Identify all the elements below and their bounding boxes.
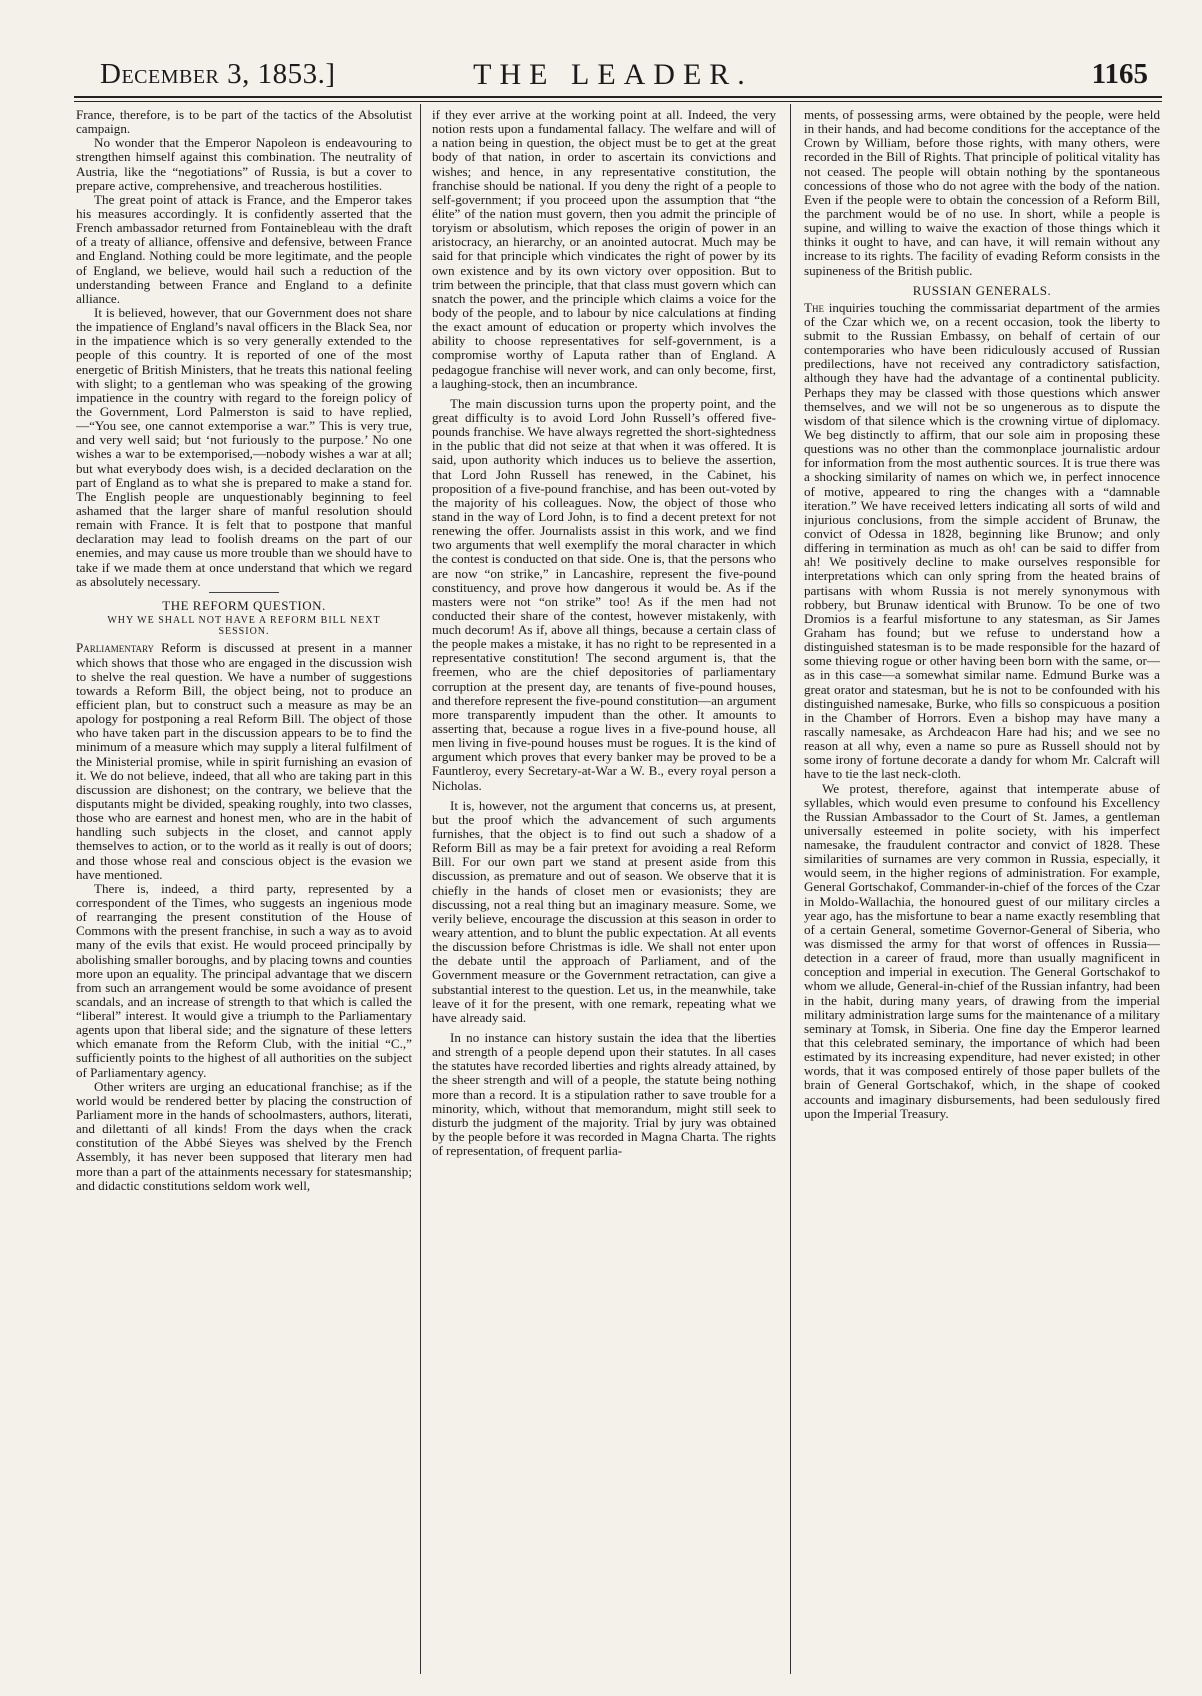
masthead <box>64 58 1162 98</box>
issue-date: December 3, 1853.] <box>100 58 336 90</box>
lead-word: The <box>804 299 824 315</box>
paragraph <box>804 301 1160 782</box>
section-rule <box>209 592 279 593</box>
article-heading: THE REFORM QUESTION. <box>162 597 326 613</box>
article-heading: RUSSIAN GENERALS. <box>912 282 1052 298</box>
paragraph: No wonder that the Emperor Napoleon is endeavouring to strengthen himself against this combination. The neutrality of Austria, like the “negotiations” of Russia, is but a cover to prepare active, comprehensive, and treacherous hostilities. <box>76 135 412 193</box>
column-divider <box>420 104 421 1674</box>
lead-word: Parliamentary <box>76 640 155 656</box>
article-subheading: WHY WE SHALL NOT HAVE A REFORM BILL NEXT SESSION. <box>107 614 381 637</box>
paragraph: There is, indeed, a third party, represented by a correspondent of the Times, who suggests an ingenious mode of rearranging the present constitution of the House of Commons with the present franchise, in such a way as to avoid many of the evils that exist. He would proceed principally by abolishing smaller boroughs, and by placing towns and counties more upon an equality. The principal advantage that we discern from such an arrangement would be some avoidance of present scandals, and an increase of strength to that which is called the “liberal” interest. It would give a triumph to the Parliamentary agents upon that liberal side; and the signature of these letters which emanate from the Reform Club, with the initial “C.,” sufficiently points to the highest of all authorities on the subject of Parliamentary agency. <box>76 880 412 1080</box>
paragraph <box>76 641 412 881</box>
masthead-rule-thin <box>74 101 1162 102</box>
paragraph: if they ever arrive at the working point at all. Indeed, the very notion rests upon a fundamental fallacy. The welfare and will of a nation being in question, the object must be to get at the great body of that nation, in order to ascertain its convictions and wishes; and hence, in any representative constitution, the franchise should be national. If you deny the right of a people to self-government; if you proceed upon the assumption that “the élite” of the nation must govern, then you admit the principle of toryism or absolutism, which reposes the origin of power in an aristocracy, an hierarchy, or an anointed autocrat. Much may be said for that principle which vindicates the right of power by its own existence and by its own victory over opposition. But to trim between the principle, that that class must govern which can snatch the power, and the principle which claims a voice for the body of the people, and to labour by nice calculations at finding the exact amount of education or property which involves the ability to choose representatives for self-government, is a compromise worthy of Laputa rather than of England. A pedagogue franchise will never work, and can only become, first, a laughing-stock, then an incumbrance. <box>432 108 776 391</box>
paragraph-text: inquiries touching the commissariat department of the armies of the Czar which we, on a recent occasion, took the liberty to submit to the Russian Embassy, on behalf of certain of our contemporaries who have been ridiculously accused of Russian predilections, have not received any contradictory satisfaction, although they have had the advantage of a continental publicity. Perhaps they may be classed with those questions which answer themselves, and we will not be so ungenerous as to dispute the wisdom of that silence which is the crowning virtue of diplomacy. We beg distinctly to affirm, that our sole aim in proposing these questions was no other than the commonplace journalistic ardour for information from the most authentic sources. It is true there was a shocking similarity of names on which we, in perfect innocence of motive, appeared to ring the changes with a “damnable iteration.” We have received letters indicating all sorts of wild and injurious conclusions, from the simple accident of Brunaw, the convict of Odessa in 1828, beginning like Brunow; and only differing in termination as much as oh! can be said to differ from ah! We positively decline to make ourselves responsible for interpretations which can only spring from the heated brains of partisans with whom Russia is not merely synonymous with robbery, but Brunaw identical with Brunow. To be one of two Dromios is a fearful misfortune to any statesman, as Sir James Graham has found; but we refuse to understand how a distinguished statesman is to be made responsible for the hazard of some thieving rogue or other having been born with the same, or—as in this case—a somewhat similar name. Edmund Burke was a great orator and statesman, but he is not to be confounded with his distinguished namesake, Burke, who fills so conspicuous a position in the Chamber of Horrors. Even a bishop may have many a rascally namesake, as Archdeacon Hare had his; and we see no reason at all why, even a name so pure as Russell should not by some irony of fortune decorate a dandy for whom Mr. Calcraft will have to tie the last neck-cloth. <box>804 299 1160 782</box>
paragraph: Other writers are urging an educational franchise; as if the world would be rendered better by placing the construction of Parliament more in the hands of schoolmasters, authors, literati, and dilettanti of all kinds! From the days when the crack constitution of the Abbé Sieyes was shelved by the French Assembly, it has never been supposed that literary men had more than a part of the attainments necessary for statesmanship; and didactic constitutions seldom work well, <box>76 1078 412 1193</box>
masthead-rule <box>74 96 1162 98</box>
page-number: 1165 <box>1091 58 1148 90</box>
paragraph: France, therefore, is to be part of the tactics of the Absolutist campaign. <box>76 108 412 137</box>
paragraph: ments, of possessing arms, were obtained by the people, were held in their hands, and had become conditions for the acceptance of the Crown by William, before those rights, with many others, were recorded in the Bill of Rights. That principle of political vitality has not ceased. The people will obtain nothing by the spontaneous concessions of those who do not agree with the body of the nation. Even if the people were to obtain the concession of a Reform Bill, the parchment would be of no use. In short, while a people is supine, and willing to waive the exaction of those things which it thinks it ought to have, and can have, it will remain without any increase to its rights. The facility of evading Reform consists in the supineness of the British public. <box>804 108 1160 278</box>
paragraph: We protest, therefore, against that intemperate abuse of syllables, which would even presume to confound his Excellency the Russian Ambassador to the Court of St. James, a gentleman universally esteemed in polite society, with his imperfect namesake, the fraudulent contractor and convict of 1828. These similarities of surnames are very common in Russia, especially, it would seem, in the higher regions of administration. For example, General Gortschakof, Commander-in-chief of the forces of the Czar in Moldo-Wallachia, the honoured guest of our military circles a year ago, has the misfortune to bear a name exactly resembling that of a certain General, sometime Governor-General of Siberia, who was dismissed the army for that worst of offences in Russia—detection in a career of fraud, more than usually magnificent in conception and imperial in execution. The General Gortschakof to whom we allude, General-in-chief of the Russian infantry, had been in the habit, during many years, of drawing from the imperial military administration large sums for the maintenance of a military seminary at Tomsk, in Siberia. One fine day the Emperor learned that this celebrated seminary, the importance of which had been estimated by its increasing expenditure, had never existed; in other words, that it was composed entirely of those paper bullets of the brain of General Gortschakof, which, in the shape of cooked accounts and imaginary disbursements, had been sedulously fired upon the Imperial Treasury. <box>804 780 1160 1121</box>
paragraph-text: Reform is discussed at present in a manner which shows that those who are engaged in the discussion wish to shelve the real question. We have a number of suggestions towards a Reform Bill, the object being, not to produce an efficient plan, but to construct such a measure as may be an apology for postponing a real Reform Bill. The object of those who have taken part in the discussion appears to be to find the minimum of a measure which may supply a literal fulfilment of the Ministerial promise, while in spirit furnishing an evasion of it. We do not believe, indeed, that all who are taking part in this discussion are dishonest; on the contrary, we believe that the disputants might be divided, speaking roughly, into two classes, those who are earnest and honest men, who are in the habit of handling such subjects in the closet, and cannot apply themselves to action, or to the world as it really is out of doors; and those whose real and conscious object is the evasion we have mentioned. <box>76 640 412 882</box>
column-3 <box>804 108 1160 1668</box>
paragraph: The main discussion turns upon the property point, and the great difficulty is to avoid Lord John Russell’s offered five-pounds franchise. We have always regretted the short-sightedness in the public that did not seize at that when it was offered. It is said, upon authority which induces us to believe the assertion, that Lord John Russell has renewed, in the Cabinet, his proposition of a five-pound franchise, and has been out-voted by the majority of his colleagues. Now, the object of those who stand in the way of Lord John, is to find a decent pretext for not renewing the offer. Journalists assist in this work, and we find two arguments that well exemplify the moral character in which the contest is conducted on that side. One is, that the persons who are now “on strike,” in Lancashire, represent the five-pound constituency, and prove how dangerous it would be. As if the masters were not “on strike” too! As if the men had not conducted their share of the contest, however mistakenly, with much decorum! As if, above all things, because a certain class of the people makes a mistake, it has no right to be represented in a representative constitution! The second argument is, that the freemen, who are the chief depositories of parliamentary corruption at the present day, are tenants of five-pound houses, and therefore represent the five-pound constitution—an argument more transparently impudent than the other. It amounts to asserting that, because a rogue lives in a five-pound house, all men living in five-pound houses must be rogues. It is the kind of argument which proves that every banker may be proved to be a Fauntleroy, every Secretary-at-War a W. B., every royal person a Nicholas. <box>432 395 776 793</box>
newspaper-title: THE LEADER. <box>473 58 753 91</box>
paragraph: It is believed, however, that our Government does not share the impatience of England’s naval officers in the Black Sea, nor in the impatience which is so very generally extended to the people of this country. It is reported of one of the most energetic of British Ministers, that he treats this national feeling with slight; to a gentleman who was speaking of the growing impatience in the country with regard to the foreign policy of the Government, Lord Palmerston is said to have replied,—“You see, one cannot extemporise a war.” This is very true, and very well said; but ‘not furiously to the purpose.’ No one wishes a war to be extemporised,—nobody wishes a war at all; but what everybody does wish, is a decided declaration on the part of England as to what she is prepared to make a stand for. The English people are unquestionably beginning to feel ashamed that the larger share of manful resolution should remain with France. It is felt that to postpone that manful declaration may lead to foolish dreams on the part of our enemies, and may cause us more trouble than we should have to take if we made them at once understand that which we regard as absolutely necessary. <box>76 304 412 589</box>
column-divider <box>790 104 791 1674</box>
column-2 <box>432 108 776 1668</box>
column-1 <box>76 108 412 1668</box>
paragraph: In no instance can history sustain the idea that the liberties and strength of a people depend upon their statutes. In all cases the statutes have recorded liberties and rights already attained, by the sheer strength and will of a people, the statute being nothing more than a record. It is a stipulation rather to save trouble for a minority, which, without that memorandum, might still seek to disturb the judgment of the majority. Trial by jury was obtained by the people before it was recorded in Magna Charta. The rights of representation, of frequent parlia- <box>432 1030 776 1159</box>
paragraph: The great point of attack is France, and the Emperor takes his measures accordingly. It is confidently asserted that the French ambassador returned from Fontainebleau with the draft of a treaty of alliance, offensive and defensive, between France and England. Nothing could be more legitimate, and the people of England, we believe, would hail such a reduction of the understanding between France and England to a definite alliance. <box>76 191 412 306</box>
paragraph: It is, however, not the argument that concerns us, at present, but the proof which the advancement of such arguments furnishes, that the object is to find out such a shadow of a Reform Bill as may be a fair pretext for avoiding a real Reform Bill. For our own part we stand at present aside from this discussion, as premature and out of season. We observe that it is chiefly in the hands of closet men or evasionists; they are discussing, not a real thing but an imaginary measure. Some, we verily believe, encourage the discussion at this season in order to weary attention, and to blunt the public expectation. At all events the discussion before Christmas is idle. We shall not enter upon the debate until the approach of Parliament, and of the Government measure or the Government retractation, can give a substantial interest to the question. Let us, in the meanwhile, take leave of it for the present, with one remark, repeating what we have already said. <box>432 797 776 1025</box>
